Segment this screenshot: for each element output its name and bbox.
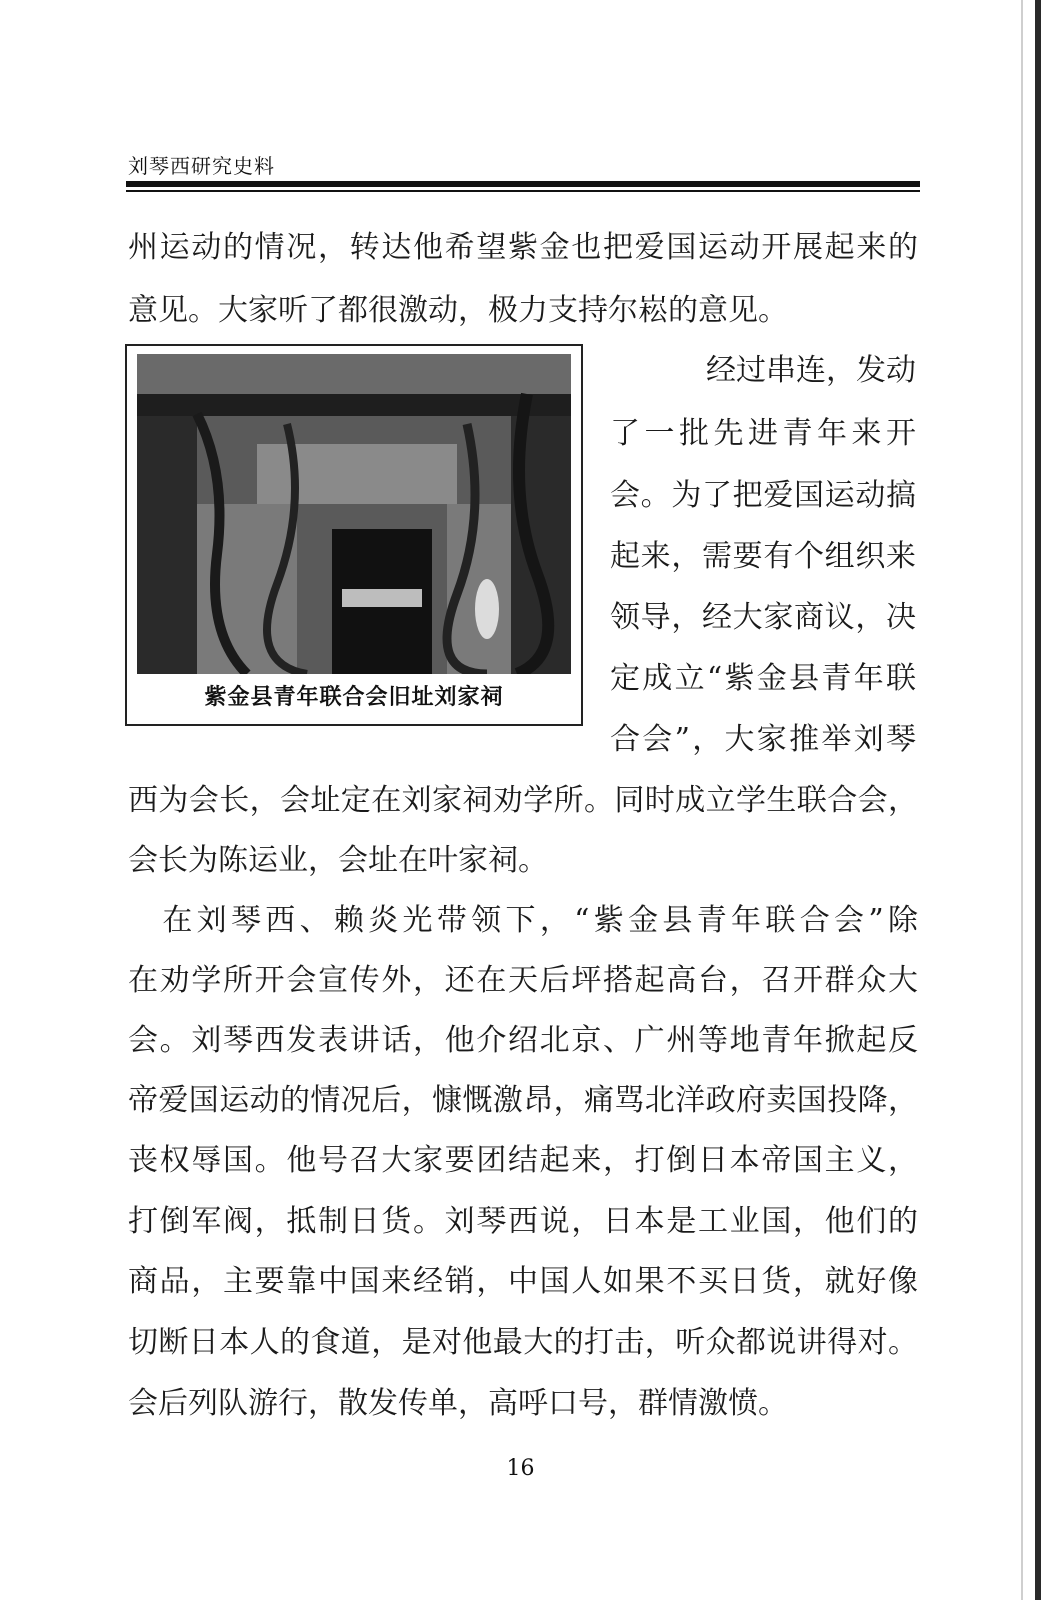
body-line-13: 会后列队游行，散发传单，高呼口号，群情激愤。 [128,1386,788,1421]
body-line-2: 意见。大家听了都很激动，极力支持尔崧的意见。 [128,293,788,328]
page-edge-shadow [1021,0,1023,1600]
body-line-right-3: 会。为了把爱国运动搞 [610,478,916,513]
body-line-right-2: 了一批先进青年来开 [610,416,916,451]
running-header-title: 刘琴西研究史料 [128,154,275,178]
figure-caption: 紫金县青年联合会旧址刘家祠 [204,685,504,710]
body-line-4: 会长为陈运业，会址在叶家祠。 [128,843,548,878]
body-line-11: 商品，主要靠中国来经销，中国人如果不买日货，就好像 [128,1264,918,1299]
body-line-6: 在劝学所开会宣传外，还在天后坪搭起高台，召开群众大 [128,963,918,998]
body-line-9: 丧权辱国。他号召大家要团结起来，打倒日本帝国主义， [128,1143,918,1178]
body-line-8: 帝爱国运动的情况后，慷慨激昂，痛骂北洋政府卖国投降， [128,1083,918,1118]
body-line-1: 州运动的情况，转达他希望紫金也把爱国运动开展起来的 [128,230,918,265]
body-line-right-5: 领导，经大家商议，决 [610,600,916,635]
body-line-12: 切断日本人的食道，是对他最大的打击，听众都说讲得对。 [128,1325,918,1360]
body-line-right-7: 合会”，大家推举刘琴 [610,722,916,757]
body-line-7: 会。刘琴西发表讲话，他介绍北京、广州等地青年掀起反 [128,1023,918,1058]
body-line-right-1: 经过串连，发动 [706,353,916,388]
body-line-3: 西为会长，会址定在刘家祠劝学所。同时成立学生联合会， [128,783,918,818]
header-rule-thin [126,190,920,192]
body-line-right-4: 起来，需要有个组织来 [610,539,916,574]
figure-photo-frame [125,344,583,726]
body-line-right-6: 定成立“紫金县青年联 [610,661,916,696]
body-line-10: 打倒军阀，抵制日货。刘琴西说，日本是工业国，他们的 [128,1204,918,1239]
page-number: 16 [506,1456,535,1481]
header-rule-thick [126,181,920,187]
page-edge [1035,0,1041,1600]
ancestral-hall-photo [137,354,571,674]
body-line-5: 在刘琴西、赖炎光带领下，“紫金县青年联合会”除 [128,903,918,938]
